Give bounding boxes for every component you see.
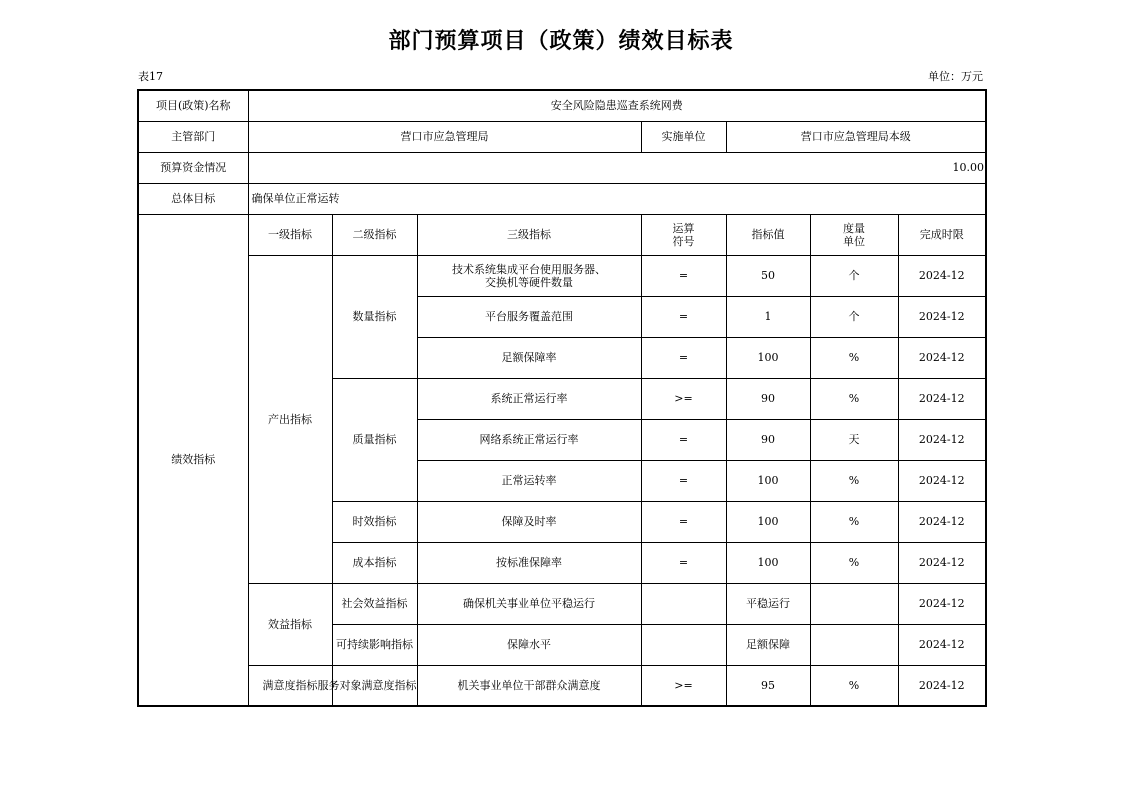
unit-cell: 个 [810,296,898,337]
unit-cell: % [810,665,898,706]
level3-cell: 保障及时率 [417,501,641,542]
project-name-value: 安全风险隐患巡查系统网费 [248,90,986,121]
level3-cell: 网络系统正常运行率 [417,419,641,460]
table-row [138,255,986,296]
col-operator-text: 运算 符号 [672,221,695,248]
unit-cell: 天 [810,419,898,460]
col-level2: 二级指标 [332,214,417,255]
unit-cell [810,583,898,624]
deadline-cell: 2024-12 [898,378,986,419]
value-cell: 90 [726,419,810,460]
col-level3: 三级指标 [417,214,641,255]
value-cell: 100 [726,337,810,378]
operator-cell: >= [641,378,726,419]
col-value: 指标值 [726,214,810,255]
budget-value: 10.00 [248,152,986,183]
impl-label: 实施单位 [641,121,726,152]
value-cell: 平稳运行 [726,583,810,624]
deadline-cell: 2024-12 [898,501,986,542]
page-title: 部门预算项目（政策）绩效目标表 [388,29,734,54]
group-benefit: 效益指标 [248,583,332,665]
operator-cell: = [641,501,726,542]
operator-cell: = [641,255,726,296]
group-satisfaction: 满意度指标 [248,665,332,706]
operator-cell [641,583,726,624]
operator-cell: = [641,419,726,460]
group-sustain: 可持续影响指标 [332,624,417,665]
dept-row [138,121,986,152]
unit-label: 单位：万元 [928,70,983,83]
col-level1: 一级指标 [248,214,332,255]
value-cell: 90 [726,378,810,419]
section-label: 绩效指标 [138,214,248,706]
table-number: 表17 [138,70,163,83]
dept-value: 营口市应急管理局 [248,121,641,152]
budget-label: 预算资金情况 [138,152,248,183]
level3-cell: 机关事业单位干部群众满意度 [417,665,641,706]
group-quality: 质量指标 [332,378,417,501]
group-cost: 成本指标 [332,542,417,583]
operator-cell: = [641,542,726,583]
value-cell: 足额保障 [726,624,810,665]
deadline-cell: 2024-12 [898,255,986,296]
group-quantity: 数量指标 [332,255,417,378]
level3-cell: 足额保障率 [417,337,641,378]
col-measure [810,214,898,255]
table-row [138,583,986,624]
performance-table [137,89,987,707]
goal-value: 确保单位正常运转 [248,183,986,214]
deadline-cell: 2024-12 [898,665,986,706]
operator-cell: = [641,460,726,501]
unit-cell: 个 [810,255,898,296]
unit-cell: % [810,460,898,501]
deadline-cell: 2024-12 [898,542,986,583]
goal-row [138,183,986,214]
deadline-cell: 2024-12 [898,419,986,460]
col-deadline: 完成时限 [898,214,986,255]
value-cell: 95 [726,665,810,706]
group-output: 产出指标 [248,255,332,583]
value-cell: 50 [726,255,810,296]
level3-cell: 正常运转率 [417,460,641,501]
unit-cell: % [810,378,898,419]
group-timeliness: 时效指标 [332,501,417,542]
operator-cell: = [641,337,726,378]
column-header-row [138,214,986,255]
col-measure-text: 度量 单位 [843,221,865,248]
level3-cell: 确保机关事业单位平稳运行 [417,583,641,624]
deadline-cell: 2024-12 [898,337,986,378]
value-cell: 100 [726,501,810,542]
level3-cell: 保障水平 [417,624,641,665]
level3-cell: 平台服务覆盖范围 [417,296,641,337]
budget-row [138,152,986,183]
level3-cell: 按标准保障率 [417,542,641,583]
unit-cell: % [810,337,898,378]
group-social: 社会效益指标 [332,583,417,624]
operator-cell [641,624,726,665]
level3-cell: 系统正常运行率 [417,378,641,419]
unit-cell [810,624,898,665]
deadline-cell: 2024-12 [898,624,986,665]
value-cell: 100 [726,542,810,583]
operator-cell: = [641,296,726,337]
project-name-label: 项目(政策)名称 [138,90,248,121]
value-cell: 100 [726,460,810,501]
level3-cell: 技术系统集成平台使用服务器、交换机等硬件数量 [417,255,641,296]
unit-cell: % [810,542,898,583]
col-operator [641,214,726,255]
deadline-cell: 2024-12 [898,583,986,624]
deadline-cell: 2024-12 [898,296,986,337]
project-name-row [138,90,986,121]
deadline-cell: 2024-12 [898,460,986,501]
operator-cell: >= [641,665,726,706]
goal-label: 总体目标 [138,183,248,214]
impl-value: 营口市应急管理局本级 [726,121,986,152]
value-cell: 1 [726,296,810,337]
dept-label: 主管部门 [138,121,248,152]
table-row [138,665,986,706]
group-service: 服务对象满意度指标 [332,665,417,706]
unit-cell: % [810,501,898,542]
